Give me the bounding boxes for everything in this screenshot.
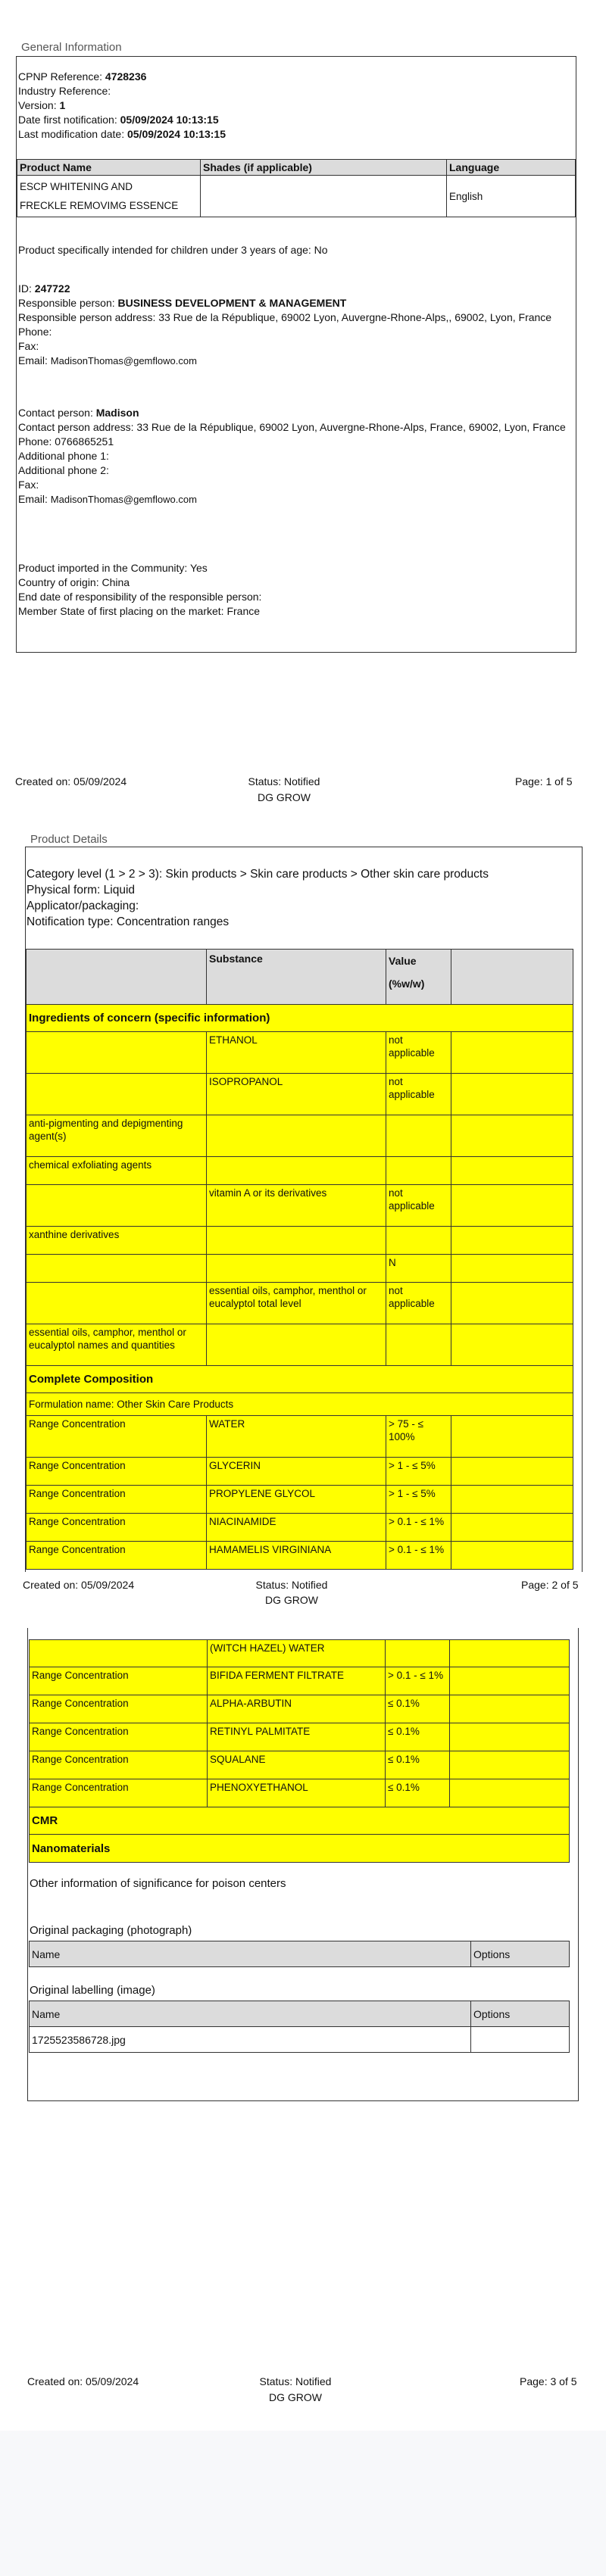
composition-row	[30, 1779, 570, 1807]
composition-cell-substance: ALPHA-ARBUTIN	[208, 1695, 386, 1723]
labelling-col-name: Name	[30, 2001, 471, 2027]
col-value-line1: Value	[389, 955, 417, 967]
category-line: Category level (1 > 2 > 3): Skin products > Skin care products > Other skin care products	[27, 868, 489, 881]
applicator-packaging: Applicator/packaging:	[27, 900, 139, 912]
industry-reference: Industry Reference:	[18, 85, 111, 97]
composition-cell-value: > 0.1 - ≤ 1%	[386, 1542, 451, 1570]
composition-cell-substance: RETINYL PALMITATE	[208, 1723, 386, 1751]
responsible-address: Responsible person address: 33 Rue de la République, 69002 Lyon, Auvergne-Rhone-Alps,, 69002, Lyon, France	[18, 311, 552, 323]
composition-cell-type: Range Concentration	[27, 1542, 207, 1570]
composition-cell-value: > 0.1 - ≤ 1%	[386, 1667, 450, 1695]
general-info-block	[18, 70, 574, 142]
composition-cell-extra	[451, 1416, 573, 1458]
country-origin: Country of origin: China	[18, 576, 130, 588]
id-label: ID:	[18, 282, 35, 295]
additional-phone-2: Additional phone 2:	[18, 464, 109, 476]
composition-cell-extra	[451, 1514, 573, 1542]
concern-row	[27, 1255, 573, 1283]
version-label: Version:	[18, 99, 60, 111]
concern-cell-category: chemical exfoliating agents	[27, 1157, 207, 1185]
concern-cell-category	[27, 1185, 207, 1227]
contact-email-label: Email:	[18, 493, 51, 505]
ingredients-table	[26, 949, 573, 1570]
page-bottom-background	[0, 2431, 606, 2576]
composition-cell-substance: (WITCH HAZEL) WATER	[208, 1640, 386, 1667]
composition-cell-extra	[450, 1779, 570, 1807]
concern-row	[27, 1157, 573, 1185]
composition-row	[27, 1514, 573, 1542]
packaging-col-name: Name	[30, 1941, 471, 1967]
footer2-status: Status: Notified	[255, 1579, 328, 1591]
concern-cell-substance	[207, 1255, 386, 1283]
cpnp-value: 4728236	[105, 70, 147, 83]
footer3-company: DG GROW	[269, 2391, 322, 2403]
col-shades: Shades (if applicable)	[201, 160, 447, 176]
footer2-page: Page: 2 of 5	[521, 1579, 579, 1591]
col-substance: Substance	[207, 950, 386, 1005]
composition-cell-extra	[450, 1640, 570, 1667]
concern-cell-value: not applicable	[386, 1283, 451, 1324]
member-state: Member State of first placing on the market: France	[18, 605, 261, 617]
concern-cell-substance: ISOPROPANOL	[207, 1074, 386, 1115]
responsible-email-link[interactable]: MadisonThomas@gemflowo.com	[50, 355, 197, 366]
concern-row	[27, 1074, 573, 1115]
col-extra	[451, 950, 573, 1005]
version-value: 1	[59, 99, 66, 111]
composition-cell-substance: PHENOXYETHANOL	[208, 1779, 386, 1807]
concern-row	[27, 1283, 573, 1324]
concern-cell-value	[386, 1115, 451, 1157]
col-empty	[27, 950, 207, 1005]
composition-cell-substance: NIACINAMIDE	[207, 1514, 386, 1542]
composition-cell-value: > 1 - ≤ 5%	[386, 1486, 451, 1514]
composition-cell-substance: GLYCERIN	[207, 1458, 386, 1486]
footer3-created: Created on: 05/09/2024	[27, 2375, 139, 2387]
col-product-name: Product Name	[17, 160, 201, 176]
composition-cell-value: > 1 - ≤ 5%	[386, 1458, 451, 1486]
contact-person-block	[18, 406, 571, 507]
col-value	[386, 950, 451, 1005]
concern-cell-category: essential oils, camphor, menthol or eucalyptol names and quantities	[27, 1324, 207, 1366]
composition-cell-type: Range Concentration	[30, 1667, 208, 1695]
product-name-cell	[17, 176, 201, 217]
composition-cell-value: ≤ 0.1%	[386, 1695, 450, 1723]
composition-cell-extra	[451, 1458, 573, 1486]
concern-cell-extra	[451, 1157, 573, 1185]
composition-cell-type: Range Concentration	[30, 1779, 208, 1807]
concern-cell-value: not applicable	[386, 1074, 451, 1115]
composition-row	[30, 1695, 570, 1723]
market-info-block	[18, 561, 571, 619]
composition-cell-extra	[450, 1667, 570, 1695]
composition-cell-type: Range Concentration	[27, 1514, 207, 1542]
product-name-line2: FRECKLE REMOVIMG ESSENCE	[20, 200, 179, 211]
contact-address: Contact person address: 33 Rue de la République, 69002 Lyon, Auvergne-Rhone-Alps, France, 69002, Lyon, France	[18, 421, 566, 433]
concern-cell-substance	[207, 1115, 386, 1157]
footer1-page: Page: 1 of 5	[515, 775, 573, 787]
concern-cell-extra	[451, 1255, 573, 1283]
packaging-col-options: Options	[471, 1941, 570, 1967]
product-details-header	[27, 866, 579, 930]
concern-cell-category: xanthine derivatives	[27, 1227, 207, 1255]
last-modification-label: Last modification date:	[18, 128, 127, 140]
concern-cell-extra	[451, 1115, 573, 1157]
responsible-email-label: Email:	[18, 354, 51, 366]
labelling-row	[30, 2027, 570, 2053]
labelling-table	[29, 2001, 570, 2053]
nanomaterials-header: Nanomaterials	[30, 1835, 570, 1863]
composition-cell-extra	[450, 1723, 570, 1751]
language-cell: English	[447, 176, 576, 217]
concern-header: Ingredients of concern (specific information)	[27, 1005, 573, 1032]
composition-cell-type: Range Concentration	[30, 1695, 208, 1723]
concern-cell-extra	[451, 1324, 573, 1366]
composition-cell-type: Range Concentration	[30, 1723, 208, 1751]
concern-cell-substance	[207, 1324, 386, 1366]
imported-flag: Product imported in the Community: Yes	[18, 562, 208, 574]
col-value-line2: (%w/w)	[389, 978, 425, 990]
section-title-product-details: Product Details	[30, 833, 108, 846]
contact-label: Contact person:	[18, 407, 96, 419]
responsible-value: BUSINESS DEVELOPMENT & MANAGEMENT	[117, 297, 347, 309]
concern-cell-substance: ETHANOL	[207, 1032, 386, 1074]
concern-cell-value: not applicable	[386, 1185, 451, 1227]
composition-cell-substance: SQUALANE	[208, 1751, 386, 1779]
concern-cell-extra	[451, 1185, 573, 1227]
contact-value: Madison	[95, 407, 139, 419]
composition-cell-substance: HAMAMELIS VIRGINIANA	[207, 1542, 386, 1570]
responsible-person-block	[18, 282, 571, 368]
complete-composition-header: Complete Composition	[27, 1366, 573, 1393]
composition-row	[27, 1458, 573, 1486]
concern-row	[27, 1032, 573, 1074]
col-language: Language	[447, 160, 576, 176]
concern-cell-category	[27, 1032, 207, 1074]
cmr-header: CMR	[30, 1807, 570, 1835]
composition-cell-type: Range Concentration	[27, 1486, 207, 1514]
responsible-phone: Phone:	[18, 326, 52, 338]
product-table	[17, 159, 576, 217]
label-file-options	[471, 2027, 570, 2053]
footer2-company: DG GROW	[265, 1594, 318, 1606]
ingredients-table-continued	[29, 1639, 570, 1863]
footer2-created: Created on: 05/09/2024	[23, 1579, 135, 1591]
composition-row	[30, 1640, 570, 1667]
responsible-fax: Fax:	[18, 340, 39, 352]
packaging-table	[29, 1941, 570, 1967]
concern-cell-value	[386, 1227, 451, 1255]
contact-email-link[interactable]: MadisonThomas@gemflowo.com	[50, 494, 197, 505]
footer1-created: Created on: 05/09/2024	[15, 775, 127, 787]
first-notification-label: Date first notification:	[18, 114, 120, 126]
composition-row	[27, 1486, 573, 1514]
concern-cell-extra	[451, 1032, 573, 1074]
concern-row	[27, 1115, 573, 1157]
concern-cell-category	[27, 1074, 207, 1115]
concern-cell-value: not applicable	[386, 1032, 451, 1074]
composition-cell-value: > 0.1 - ≤ 1%	[386, 1514, 451, 1542]
children-flag: Product specifically intended for children under 3 years of age: No	[18, 244, 328, 256]
composition-cell-substance: PROPYLENE GLYCOL	[207, 1486, 386, 1514]
composition-row	[27, 1542, 573, 1570]
contact-phone: Phone: 0766865251	[18, 435, 114, 448]
composition-cell-extra	[450, 1695, 570, 1723]
footer3-status: Status: Notified	[259, 2375, 332, 2387]
concern-cell-substance: vitamin A or its derivatives	[207, 1185, 386, 1227]
last-modification-value: 05/09/2024 10:13:15	[127, 128, 226, 140]
composition-cell-value: ≤ 0.1%	[386, 1779, 450, 1807]
concern-cell-extra	[451, 1227, 573, 1255]
end-date-responsibility: End date of responsibility of the responsible person:	[18, 591, 262, 603]
concern-cell-category: anti-pigmenting and depigmenting agent(s)	[27, 1115, 207, 1157]
composition-cell-substance: WATER	[207, 1416, 386, 1458]
footer3-page: Page: 3 of 5	[520, 2375, 577, 2387]
composition-cell-type: Range Concentration	[27, 1416, 207, 1458]
concern-cell-substance	[207, 1227, 386, 1255]
concern-row	[27, 1185, 573, 1227]
label-file-link[interactable]: 1725523586728.jpg	[30, 2027, 471, 2053]
additional-phone-1: Additional phone 1:	[18, 450, 109, 462]
concern-cell-extra	[451, 1074, 573, 1115]
concern-cell-category	[27, 1255, 207, 1283]
composition-cell-type: Range Concentration	[30, 1751, 208, 1779]
composition-cell-value	[386, 1640, 450, 1667]
concern-cell-value	[386, 1324, 451, 1366]
composition-cell-value: ≤ 0.1%	[386, 1723, 450, 1751]
responsible-label: Responsible person:	[18, 297, 118, 309]
composition-cell-value: ≤ 0.1%	[386, 1751, 450, 1779]
concern-cell-category	[27, 1283, 207, 1324]
formulation-name: Formulation name: Other Skin Care Products	[27, 1393, 573, 1416]
physical-form: Physical form: Liquid	[27, 884, 136, 897]
composition-cell-value: > 75 - ≤ 100%	[386, 1416, 451, 1458]
composition-row	[27, 1416, 573, 1458]
original-labelling-title: Original labelling (image)	[30, 1984, 155, 1997]
original-packaging-title: Original packaging (photograph)	[30, 1924, 192, 1937]
shades-cell	[201, 176, 447, 217]
contact-fax: Fax:	[18, 479, 39, 491]
composition-row	[30, 1723, 570, 1751]
first-notification-value: 05/09/2024 10:13:15	[120, 114, 219, 126]
composition-cell-extra	[451, 1542, 573, 1570]
composition-cell-type	[30, 1640, 208, 1667]
product-name-line1: ESCP WHITENING AND	[20, 181, 133, 192]
concern-cell-value	[386, 1157, 451, 1185]
concern-row	[27, 1227, 573, 1255]
notification-type: Notification type: Concentration ranges	[27, 915, 230, 928]
labelling-col-options: Options	[471, 2001, 570, 2027]
concern-cell-substance: essential oils, camphor, menthol or eucalyptol total level	[207, 1283, 386, 1324]
composition-row	[30, 1667, 570, 1695]
composition-row	[30, 1751, 570, 1779]
concern-cell-extra	[451, 1283, 573, 1324]
footer1-company: DG GROW	[258, 791, 311, 803]
section-title-general: General Information	[21, 41, 122, 54]
footer1-status: Status: Notified	[248, 775, 320, 787]
cpnp-label: CPNP Reference:	[18, 70, 105, 83]
composition-cell-type: Range Concentration	[27, 1458, 207, 1486]
concern-cell-value: N	[386, 1255, 451, 1283]
concern-cell-substance	[207, 1157, 386, 1185]
composition-cell-extra	[451, 1486, 573, 1514]
concern-row	[27, 1324, 573, 1366]
composition-cell-substance: BIFIDA FERMENT FILTRATE	[208, 1667, 386, 1695]
poison-center-info: Other information of significance for poison centers	[30, 1877, 286, 1890]
id-value: 247722	[34, 282, 70, 295]
composition-cell-extra	[450, 1751, 570, 1779]
